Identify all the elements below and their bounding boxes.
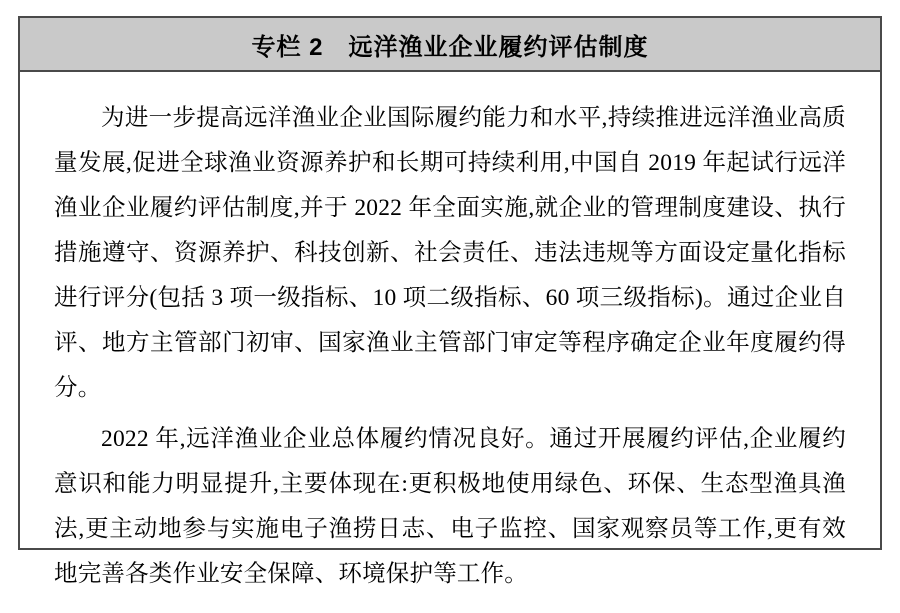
- paragraph-2: 2022 年,远洋渔业企业总体履约情况良好。通过开展履约评估,企业履约意识和能力明显提升,主要体现在:更积极地使用绿色、环保、生态型渔具渔法,更主动地参与实施电子渔捞日志、电子监控、国家观察员等工作,更有效地完善各类作业安全保障、环境保护等工作。: [54, 426, 846, 587]
- paragraph-1: 为进一步提高远洋渔业企业国际履约能力和水平,持续推进远洋渔业高质量发展,促进全球渔业资源养护和长期可持续利用,中国自 2019 年起试行远洋渔业企业履约评估制度,并于 2022 年全面实施,就企业的管理制度建设、执行措施遵守、资源养护、科技创新、社会责任、违法违规等方面设定量化指标进行评分(包括 3 项一级指标、10 项二级指标、60 项三级指标)。通过企业自评、地方主管部门初审、国家渔业主管部门审定等程序确定企业年度履约得分。: [54, 105, 846, 401]
- callout-box: [18, 16, 882, 587]
- callout-box-body: [20, 72, 880, 613]
- callout-box-header: [20, 18, 880, 72]
- callout-box-title: 专栏 2 远洋渔业企业履约评估制度: [251, 33, 649, 61]
